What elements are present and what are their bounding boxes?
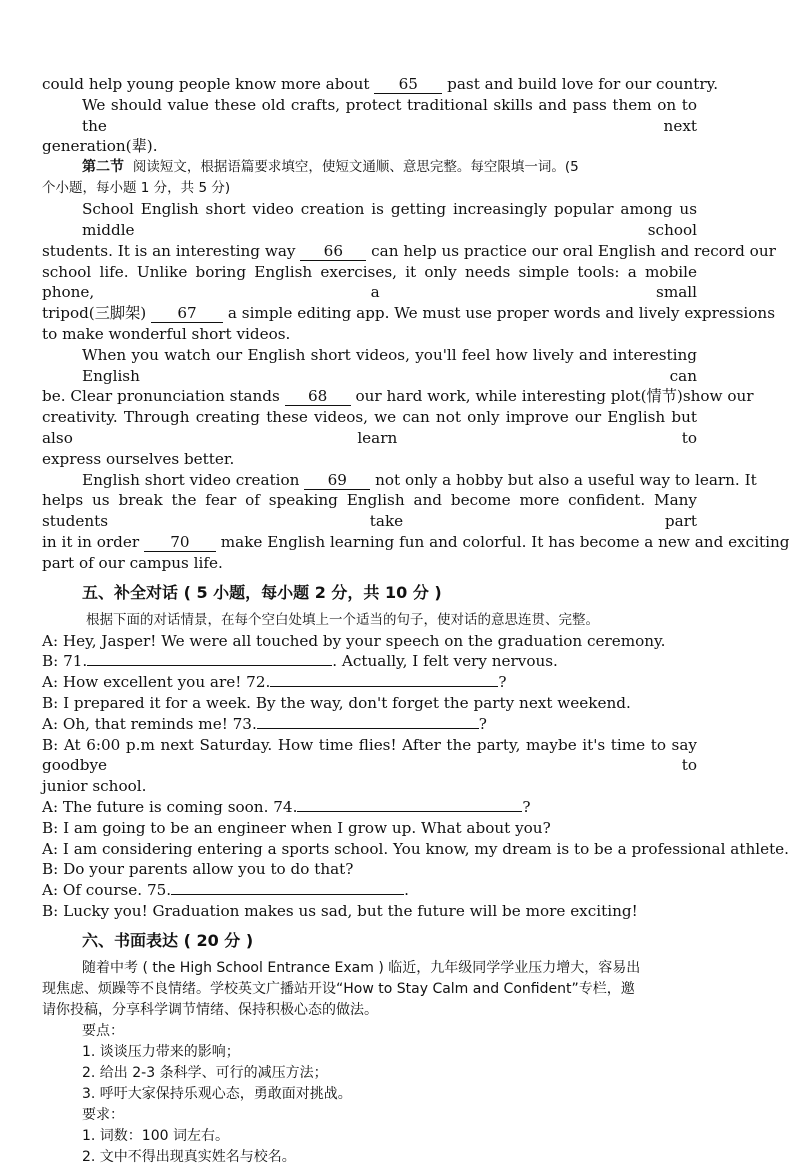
passage-line <box>42 470 757 491</box>
point-item: 3. 呼吁大家保持乐观心态，勇敢面对挑战。 <box>82 1085 352 1102</box>
writing-prompt-line: 请你投稿，分享科学调节情绪、保持积极心态的做法。 <box>42 1001 378 1018</box>
points-label: 要点： <box>82 1022 124 1039</box>
text: ? <box>498 673 507 692</box>
dialogue-line: B: I am going to be an engineer when I grow up. What about you? <box>42 818 551 837</box>
dialogue-line <box>42 880 697 901</box>
answer-blank-73[interactable] <box>257 728 479 729</box>
passage-line: part of our campus life. <box>42 553 223 572</box>
text: tripod(三脚架) <box>42 304 147 323</box>
text: past and build love for our country. <box>447 75 719 93</box>
instruction-text: 阅读短文，根据语篇要求填空，使短文通顺、意思完整。每空限填一词。(5 <box>132 159 579 176</box>
point-item: 1. 谈谈压力带来的影响； <box>82 1043 240 1060</box>
passage-line: to make wonderful short videos. <box>42 324 291 343</box>
passage-line <box>42 241 776 262</box>
text: a simple editing app. We must use proper words and lively expressions <box>227 304 776 323</box>
section6-title: 六、书面表达 ( 20 分 ) <box>82 930 254 950</box>
requirement-item: 1. 词数：100 词左右。 <box>82 1127 229 1144</box>
text: A: The future is coming soon. 74. <box>42 797 298 816</box>
text: make English learning fun and colorful. It has become a new and exciting <box>220 532 790 551</box>
answer-blank-75[interactable] <box>171 894 404 895</box>
dialogue-line <box>42 672 697 693</box>
answer-blank-72[interactable] <box>270 686 498 687</box>
text: in it in order <box>42 532 140 551</box>
text: A: Oh, that reminds me! 73. <box>42 714 257 733</box>
text: be. Clear pronunciation stands <box>42 387 280 406</box>
requirement-item: 2. 文中不得出现真实姓名与校名。 <box>82 1148 296 1165</box>
text: B: 71. <box>42 652 88 671</box>
writing-prompt-line: 现焦虑、烦躁等不良情绪。学校英文广播站开设“How to Stay Calm and Confident”专栏，邀 <box>42 980 635 997</box>
section5-instruction: 根据下面的对话情景，在每个空白处填上一个适当的句子，使对话的意思连贯、完整。 <box>86 611 599 628</box>
text: . <box>404 881 409 900</box>
answer-blank-74[interactable] <box>297 811 522 812</box>
answer-blank-65[interactable]: 65 <box>374 76 442 94</box>
dialogue-line <box>42 797 697 818</box>
text: . Actually, I felt very nervous. <box>332 652 558 671</box>
text: our hard work, while interesting plot(情节)show our <box>355 387 754 406</box>
requirements-label: 要求： <box>82 1106 124 1123</box>
answer-blank-66[interactable]: 66 <box>300 243 366 261</box>
text: A: How excellent you are! 72. <box>42 673 271 692</box>
writing-prompt-line: 随着中考 ( the High School Entrance Exam ) 临近，九年级同学学业压力增大，容易出 <box>82 959 641 976</box>
dialogue-line: B: I prepared it for a week. By the way, don't forget the party next weekend. <box>42 693 631 712</box>
passage-line: School English short video creation is getting increasingly popular among us middle school <box>82 200 697 239</box>
passage-line <box>42 532 790 553</box>
text: ? <box>522 797 531 816</box>
dialogue-line: A: I am considering entering a sports school. You know, my dream is to be a professional athlete. <box>42 839 790 858</box>
point-item: 2. 给出 2-3 条科学、可行的减压方法； <box>82 1064 328 1081</box>
answer-blank-67[interactable]: 67 <box>151 305 223 323</box>
passage-line: When you watch our English short videos, you'll feel how lively and interesting English can <box>82 345 697 385</box>
passage-line <box>42 386 754 407</box>
section5-title: 五、补全对话 ( 5 小题，每小题 2 分，共 10 分 ) <box>82 582 442 602</box>
text: can help us practice our oral English and record our <box>371 241 776 260</box>
passage-line: express ourselves better. <box>42 449 235 468</box>
dialogue-line: B: Do your parents allow you to do that? <box>42 860 354 879</box>
section2-instruction <box>42 157 697 178</box>
dialogue-line: A: Hey, Jasper! We were all touched by your speech on the graduation ceremony. <box>42 631 666 650</box>
dialogue-line: B: Lucky you! Graduation makes us sad, but the future will be more exciting! <box>42 901 638 920</box>
text: ? <box>478 714 487 733</box>
section2-instruction-2: 个小题，每小题 1 分，共 5 分) <box>42 180 231 197</box>
passage-line: creativity. Through creating these videos, we can not only improve our English but also learn to <box>42 408 697 447</box>
text: students. It is an interesting way <box>42 241 296 260</box>
dialogue-line: junior school. <box>42 777 147 796</box>
answer-blank-69[interactable]: 69 <box>304 472 370 490</box>
passage-line: We should value these old crafts, protect traditional skills and pass them on to the next <box>82 95 697 135</box>
passage-line <box>42 74 719 95</box>
text: could help young people know more about <box>42 75 370 93</box>
answer-blank-70[interactable]: 70 <box>144 534 216 552</box>
dialogue-line <box>42 714 697 735</box>
text: English short video creation <box>82 470 300 489</box>
text: A: Of course. 75. <box>42 881 172 900</box>
section-heading: 第二节 <box>82 159 124 176</box>
answer-blank-68[interactable]: 68 <box>285 388 351 406</box>
passage-line: generation(辈). <box>42 137 158 156</box>
dialogue-line <box>42 651 697 672</box>
dialogue-line: B: At 6:00 p.m next Saturday. How time flies! After the party, maybe it's time to say goodbye to <box>42 735 697 775</box>
answer-blank-71[interactable] <box>87 665 332 666</box>
passage-line <box>42 303 776 324</box>
text: not only a hobby but also a useful way to learn. It <box>375 470 757 489</box>
passage-line: school life. Unlike boring English exercises, it only needs simple tools: a mobile phone, a small <box>42 262 697 302</box>
passage-line: helps us break the fear of speaking English and become more confident. Many students take part <box>42 491 697 531</box>
